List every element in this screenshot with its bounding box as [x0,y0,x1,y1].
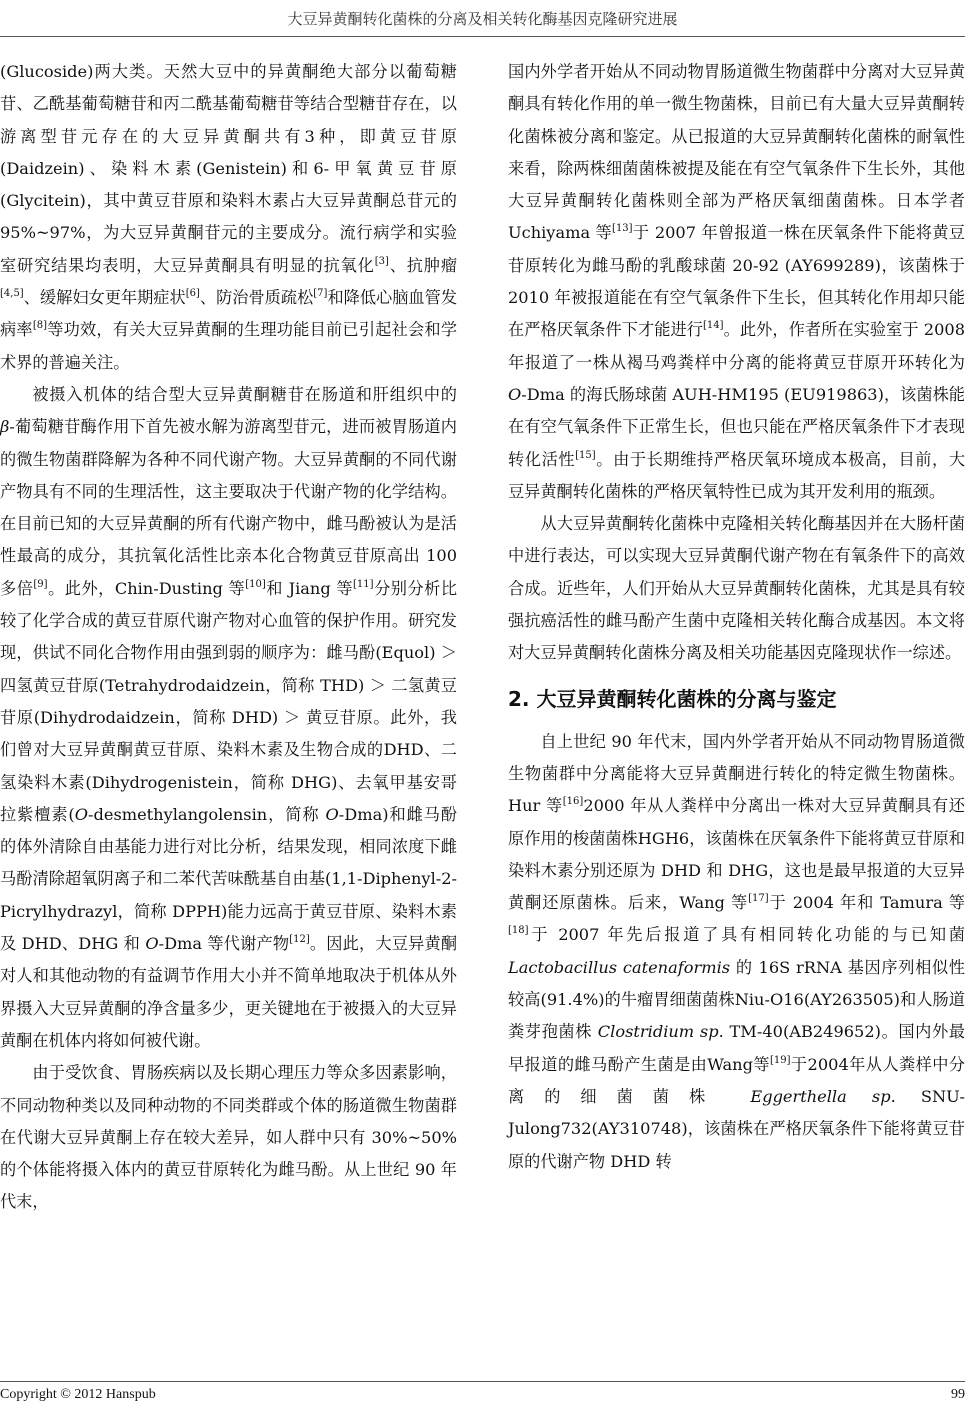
citation-ref[interactable]: [13] [612,223,633,235]
page-number: 99 [951,1387,965,1402]
section-heading: 2. 大豆异黄酮转化菌株的分离与鉴定 [508,686,837,711]
citation-ref[interactable]: [18] [508,925,529,937]
copyright-notice: Copyright © 2012 Hanspub [0,1387,156,1402]
right-paragraph-1: 国内外学者开始从不同动物胃肠道微生物菌群中分离对大豆异黄酮具有转化作用的单一微生物菌株，目前已有大量大豆异黄酮转化菌株被分离和鉴定。从已报道的大豆异黄酮转化菌株的耐氧性来看，除两株细菌菌株被提及能在有空气氧条件下生长外，其他大豆异黄酮转化菌株则全部为严格厌氧细菌菌株。日本学者 Uchiyama 等[13]于 2007 年曾报道一株在厌氧条件下能将黄豆苷原转化为雌马酚的乳酸球菌 20-92 (AY699289)，该菌株于 2010 年被报道能在有空气氧条件下生长，但其转化作用却只能在严格厌氧条件下才能进行[14]。此外，作者所在实验室于 2008 年报道了一株从褐马鸡粪样中分离的能将黄豆苷原开环转化为 O-Dma 的海氏肠球菌 AUH-HM195 (EU919863)，该菌株能在有空气氧条件下正常生长，但也只能在严格厌氧条件下才表现转化活性[15]。由于长期维持严格厌氧环境成本极高，目前，大豆异黄酮转化菌株的严格厌氧特性已成为其开发利用的瓶颈。 [508,62,965,501]
left-paragraph-3: 由于受饮食、胃肠疾病以及长期心理压力等众多因素影响，不同动物种类以及同种动物的不同类群或个体的肠道微生物菌群在代谢大豆异黄酮上存在较大差异，如人群中只有 30%~50%的个体能将摄入体内的黄豆苷原转化为雌马酚。从上世纪 90 年代末， [0,1063,457,1212]
citation-ref[interactable]: [10] [245,578,266,590]
citation-ref[interactable]: [6] [185,288,200,300]
citation-ref[interactable]: [3] [374,255,389,267]
right-column [508,56,965,1178]
citation-ref[interactable]: [9] [33,578,48,590]
right-paragraph-3: 自上世纪 90 年代末，国内外学者开始从不同动物胃肠道微生物菌群中分离能将大豆异黄酮进行转化的特定微生物菌株。Hur 等[16]2000 年从人粪样中分离出一株对大豆异黄酮具有还原作用的梭菌菌株HGH6，该菌株在厌氧条件下能将黄豆苷原和染料木素分别还原为 DHD 和 DHG，这也是最早报道的大豆异黄酮还原菌株。后来，Wang 等[17]于 2004 年和 Tamura 等[18]于 2007 年先后报道了具有相同转化功能的与已知菌 Lactobacillus catenaformis 的 16S rRNA 基因序列相似性较高(91.4%)的牛瘤胃细菌菌株Niu-O16(AY263505)和人肠道粪芽孢菌株 Clostridium sp. TM-40(AB249652)。国内外最早报道的雌马酚产生菌是由Wang等[19]于2004年从人粪样中分离的细菌菌株 Eggerthella sp. SNU-Julong732(AY310748)，该菌株在严格厌氧条件下能将黄豆苷原的代谢产物 DHD 转 [508,731,965,1171]
citation-ref[interactable]: [7] [313,288,328,300]
citation-ref[interactable]: [11] [353,578,374,590]
citation-ref[interactable]: [17] [748,893,769,905]
left-paragraph-2: 被摄入机体的结合型大豆异黄酮糖苷在肠道和肝组织中的 β-葡萄糖苷酶作用下首先被水解为游离型苷元，进而被胃肠道内的微生物菌群降解为各种不同代谢产物。大豆异黄酮的不同代谢产物具有不同的生理活性，这主要取决于代谢产物的化学结构。在目前已知的大豆异黄酮的所有代谢产物中，雌马酚被认为是活性最高的成分，其抗氧化活性比亲本化合物黄豆苷原高出 100 多倍[9]。此外，Chin-Dusting 等[10]和 Jiang 等[11]分别分析比较了化学合成的黄豆苷原代谢产物对心血管的保护作用。研究发现，供试不同化合物作用由强到弱的顺序为：雌马酚(Equol) ＞ 四氢黄豆苷原(Tetrahydrodaidzein，简称 THD) ＞ 二氢黄豆苷原(Dihydrodaidzein，简称 DHD) ＞ 黄豆苷原。此外，我们曾对大豆异黄酮黄豆苷原、染料木素及生物合成的DHD、二氢染料木素(Dihydrogenistein，简称 DHG)、去氧甲基安哥拉紫檀素(O-desmethylangolensin，简称 O-Dma)和雌马酚的体外清除自由基能力进行对比分析，结果发现，相同浓度下雌马酚清除超氧阴离子和二苯代苦味酰基自由基(1,1-Diphenyl-2-Picrylhydrazyl，简称 DPPH)能力远高于黄豆苷原、染料木素及 DHD、DHG 和 O-Dma 等代谢产物[12]。因此，大豆异黄酮对人和其他动物的有益调节作用大小并不简单地取决于机体从外界摄入大豆异黄酮的净含量多少，更关键地在于被摄入的大豆异黄酮在机体内将如何被代谢。 [0,384,458,1050]
citation-ref[interactable]: [12] [289,934,310,946]
footer-rule [0,1381,965,1382]
left-paragraph-1: (Glucoside)两大类。天然大豆中的异黄酮绝大部分以葡萄糖苷、乙酰基葡萄糖苷和丙二酰基葡萄糖苷等结合型糖苷存在，以游离型苷元存在的大豆异黄酮共有3种，即黄豆苷原(Daidzein)、染料木素(Genistein)和6-甲氧黄豆苷原(Glycitein)，其中黄豆苷原和染料木素占大豆异黄酮总苷元的 95%~97%，为大豆异黄酮苷元的主要成分。流行病学和实验室研究结果均表明，大豆异黄酮具有明显的抗氧化[3]、抗肿瘤[4,5]、缓解妇女更年期症状[6]、防治骨质疏松[7]和降低心脑血管发病率[8]等功效，有关大豆异黄酮的生理功能目前已引起社会和学术界的普遍关注。 [0,62,458,372]
running-title: 大豆异黄酮转化菌株的分离及相关转化酶基因克隆研究进展 [287,10,678,28]
citation-ref[interactable]: [4,5] [0,288,24,300]
right-paragraph-2: 从大豆异黄酮转化菌株中克隆相关转化酶基因并在大肠杆菌中进行表达，可以实现大豆异黄酮代谢产物在有氧条件下的高效合成。近些年，人们开始从大豆异黄酮转化菌株，尤其是具有较强抗癌活性的雌马酚产生菌中克隆相关转化酶合成基因。本文将对大豆异黄酮转化菌株分离及相关功能基因克隆现状作一综述。 [508,514,965,663]
citation-ref[interactable]: [15] [575,449,596,461]
citation-ref[interactable]: [8] [32,320,47,332]
citation-ref[interactable]: [19] [769,1054,791,1066]
left-column [0,56,457,1219]
header-rule [0,36,965,37]
citation-ref[interactable]: [16] [562,796,584,808]
citation-ref[interactable]: [14] [703,320,724,332]
